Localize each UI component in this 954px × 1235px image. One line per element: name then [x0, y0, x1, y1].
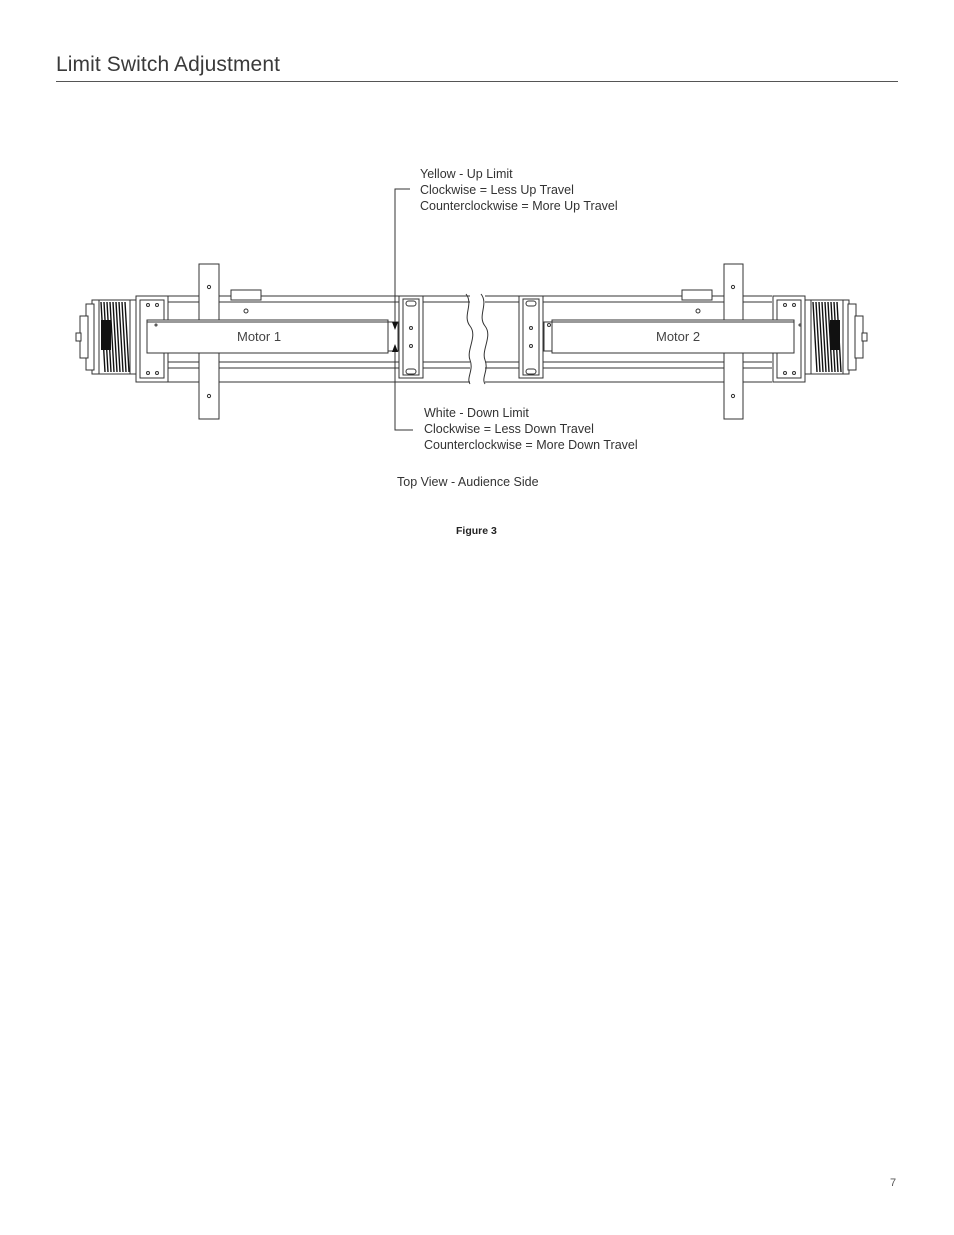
up-limit-title: Yellow - Up Limit [420, 167, 513, 181]
up-limit-callout [420, 166, 618, 214]
down-limit-counterclockwise: Counterclockwise = More Down Travel [424, 438, 638, 452]
center-bracket-left [399, 296, 423, 378]
page-title: Limit Switch Adjustment [56, 53, 281, 76]
down-limit-title: White - Down Limit [424, 406, 529, 420]
up-limit-counterclockwise: Counterclockwise = More Up Travel [420, 199, 618, 213]
down-limit-callout [424, 405, 638, 453]
tube-break [466, 294, 488, 384]
figure-caption: Figure 3 [456, 525, 497, 537]
up-limit-clockwise: Clockwise = Less Up Travel [420, 183, 574, 197]
motor-2-label: Motor 2 [656, 329, 701, 344]
view-caption: Top View - Audience Side [397, 475, 539, 489]
right-cable-drum [805, 300, 867, 374]
down-limit-clockwise: Clockwise = Less Down Travel [424, 422, 594, 436]
left-cable-drum [76, 300, 136, 374]
figure-3 [0, 0, 954, 560]
center-bracket-right [519, 296, 543, 378]
motor-1-label: Motor 1 [237, 329, 282, 344]
page-number: 7 [890, 1177, 897, 1189]
